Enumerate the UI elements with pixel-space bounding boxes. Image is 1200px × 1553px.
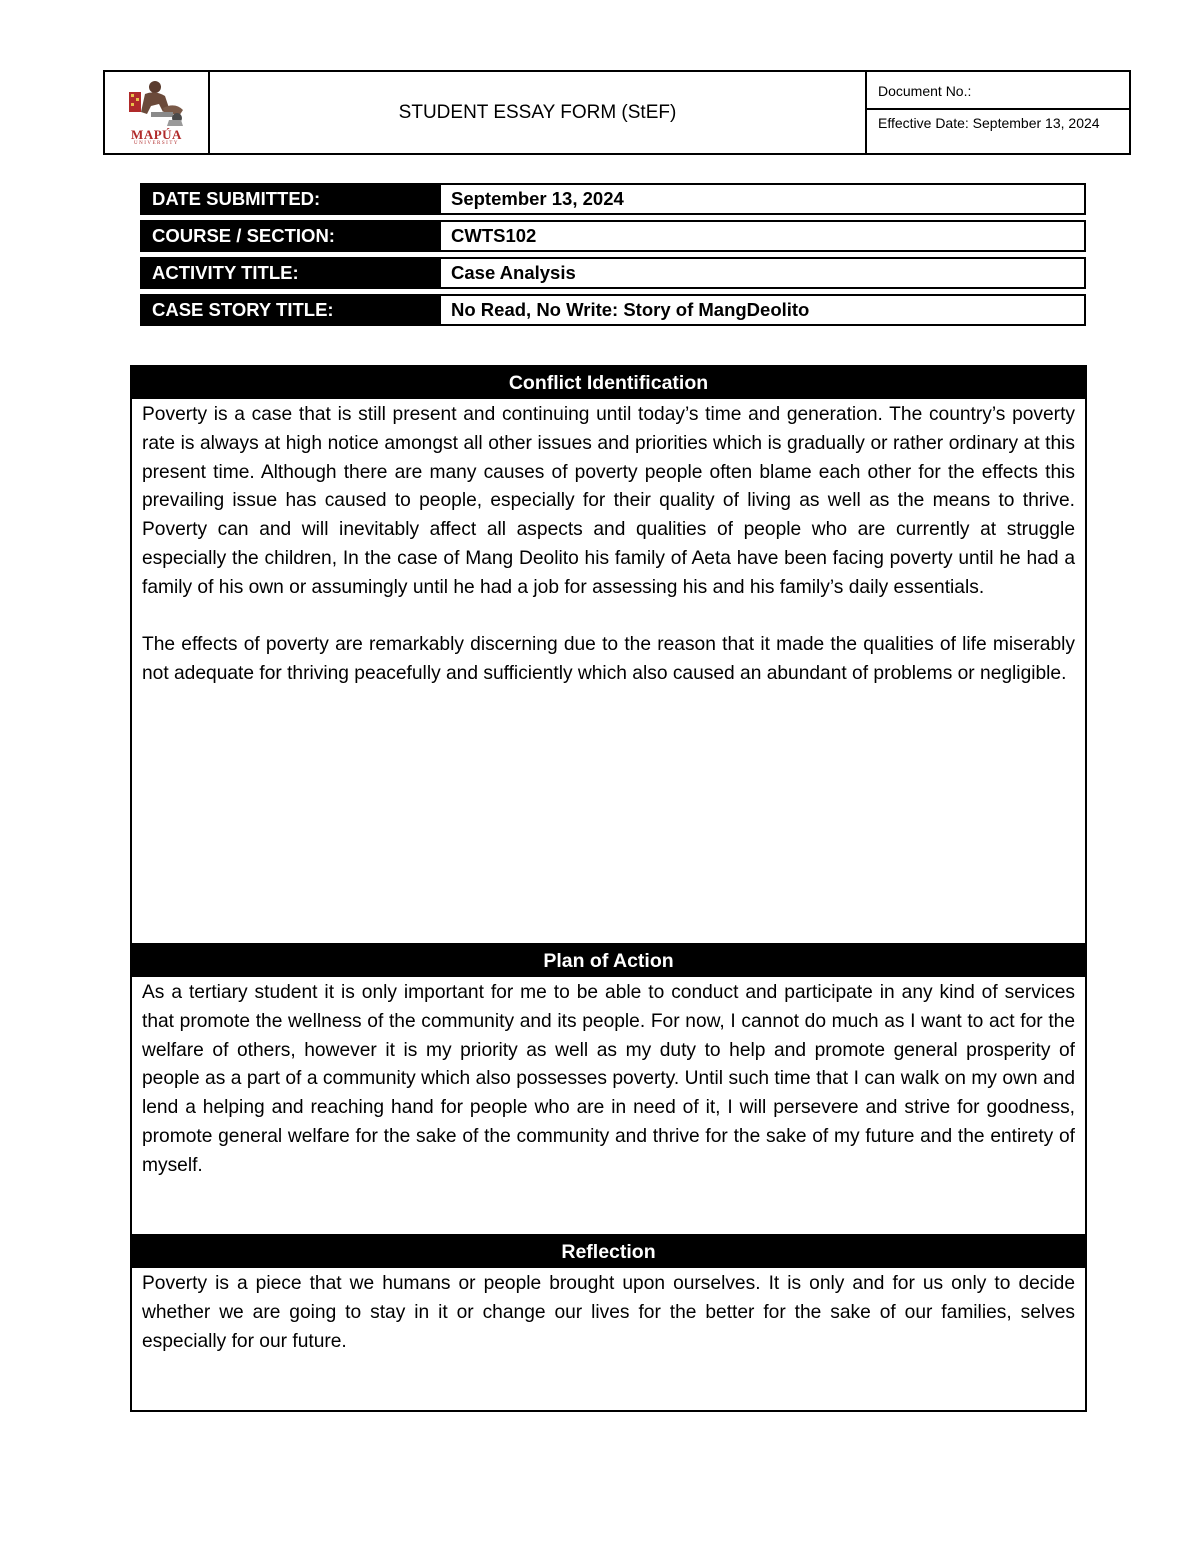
course-section-label: COURSE / SECTION: bbox=[140, 220, 441, 252]
section-heading: Plan of Action bbox=[132, 945, 1085, 977]
plan-of-action-section bbox=[130, 943, 1087, 1236]
university-logo bbox=[105, 72, 210, 153]
activity-title-row bbox=[140, 257, 1086, 289]
document-meta bbox=[867, 72, 1129, 153]
case-story-title-value: No Read, No Write: Story of MangDeolito bbox=[441, 294, 1086, 326]
case-story-title-row bbox=[140, 294, 1086, 326]
activity-title-value: Case Analysis bbox=[441, 257, 1086, 289]
course-section-value: CWTS102 bbox=[441, 220, 1086, 252]
reflection-section bbox=[130, 1234, 1087, 1412]
section-body bbox=[132, 399, 1085, 689]
form-title: STUDENT ESSAY FORM (StEF) bbox=[210, 72, 867, 153]
document-no-label: Document No.: bbox=[867, 72, 1129, 110]
section-body bbox=[132, 1268, 1085, 1356]
date-submitted-label: DATE SUBMITTED: bbox=[140, 183, 441, 215]
paragraph: The effects of poverty are remarkably discerning due to the reason that it made the qualities of life miserably not adequate for thriving peacefully and sufficiently which also caused an abundant of problems or negligible. bbox=[142, 634, 1075, 685]
date-submitted-value: September 13, 2024 bbox=[441, 183, 1086, 215]
logo-wordmark: MAPÚA bbox=[131, 127, 182, 142]
case-story-title-label: CASE STORY TITLE: bbox=[140, 294, 441, 326]
section-heading: Conflict Identification bbox=[132, 367, 1085, 399]
seal-icon bbox=[125, 78, 189, 128]
paragraph: Poverty is a case that is still present and continuing until today’s time and generation. The country’s poverty rate is always at high notice amongst all other issues and priorities which is gradually or rather ordinary at this present time. Although there are many causes of poverty people often blame each other for the effects this prevailing issue has caused to people, especially for their quality of living as well as the means to thrive. Poverty can and will inevitably affect all aspects and qualities of people who are currently at struggle especially the children, In the case of Mang Deolito his family of Aeta have been facing poverty until he had a family of his own or assumingly until he had a job for assessing his and his family’s daily essentials. bbox=[142, 404, 1075, 598]
section-body bbox=[132, 977, 1085, 1181]
paragraph: Poverty is a piece that we humans or people brought upon ourselves. It is only and for us only to decide whether we are going to stay in it or change our lives for the better for the sake of our families, selves especially for our future. bbox=[142, 1273, 1075, 1352]
date-submitted-row bbox=[140, 183, 1086, 215]
section-heading: Reflection bbox=[132, 1236, 1085, 1268]
paragraph: As a tertiary student it is only important for me to be able to conduct and participate in any kind of services that promote the wellness of the community and its people. For now, I cannot do much as I want to act for the welfare of others, however it is my priority as well as my duty to help and promote general prosperity of people as a part of a community which also possesses poverty. Until such time that I can walk on my own and lend a helping and reaching hand for people who are in need of it, I will persevere and strive for goodness, promote general welfare for the sake of the community and thrive for the sake of my future and the entirety of myself. bbox=[142, 982, 1075, 1176]
conflict-identification-section bbox=[130, 365, 1087, 945]
form-header bbox=[103, 70, 1131, 155]
activity-title-label: ACTIVITY TITLE: bbox=[140, 257, 441, 289]
logo-subtext: UNIVERSITY bbox=[134, 141, 179, 146]
effective-date-label: Effective Date: September 13, 2024 bbox=[878, 115, 1100, 131]
course-section-row bbox=[140, 220, 1086, 252]
